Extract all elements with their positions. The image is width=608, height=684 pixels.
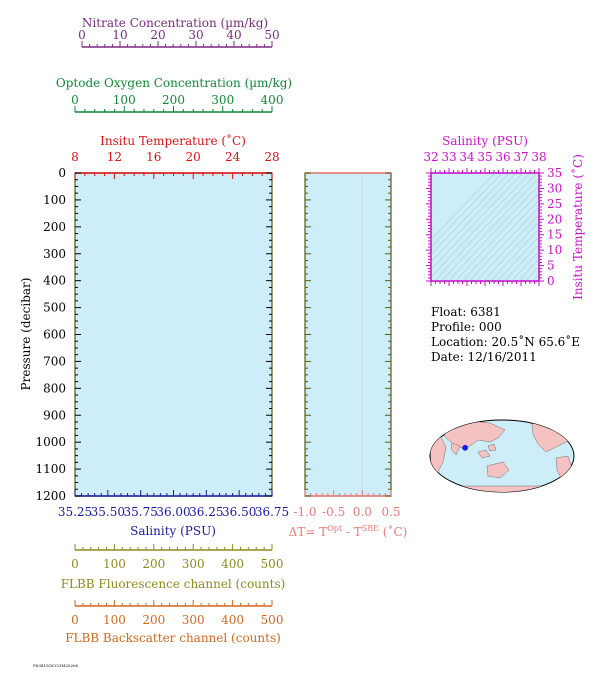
fluorescence-tick-label: 0 bbox=[71, 557, 79, 571]
float-location-marker bbox=[463, 445, 468, 450]
salinity-tick-label: 35.50 bbox=[90, 505, 126, 519]
fluorescence-tick-label: 100 bbox=[102, 557, 126, 571]
fluorescence-tick-label: 500 bbox=[260, 557, 284, 571]
pressure-tick-label: 600 bbox=[43, 327, 66, 342]
fluorescence-tick-label: 200 bbox=[142, 557, 166, 571]
ts-diagram bbox=[389, 134, 608, 300]
fluorescence-tick-label: 400 bbox=[221, 557, 245, 571]
oxygen-tick-label: 200 bbox=[162, 93, 185, 107]
delta-t-tick-label: -0.5 bbox=[322, 505, 346, 519]
ts-y-tick-label: 10 bbox=[547, 243, 563, 258]
ts-y-tick-label: 25 bbox=[547, 196, 563, 211]
pressure-tick-label: 800 bbox=[43, 381, 66, 396]
delta-t-tick-label: 0.5 bbox=[381, 505, 401, 519]
salinity-tick-label: 36.75 bbox=[254, 505, 290, 519]
profile-panel bbox=[19, 133, 289, 538]
pressure-tick-label: 500 bbox=[43, 300, 66, 315]
ts-x-tick-label: 32 bbox=[423, 150, 439, 164]
temperature-tick-label: 28 bbox=[264, 150, 280, 164]
ts-x-tick-label: 36 bbox=[495, 150, 511, 164]
backscatter-tick-label: 100 bbox=[102, 613, 126, 627]
oxygen-tick-label: 300 bbox=[211, 93, 235, 107]
profile-number: Profile: 000 bbox=[431, 320, 502, 334]
ts-y-tick-label: 35 bbox=[547, 166, 563, 180]
nitrate-tick-label: 50 bbox=[264, 28, 280, 42]
salinity-tick-label: 36.50 bbox=[221, 505, 257, 519]
world-map bbox=[430, 420, 574, 494]
oxygen-axis bbox=[56, 76, 292, 112]
ts-y-tick-label: 0 bbox=[547, 274, 555, 288]
density-contour-line bbox=[529, 169, 608, 285]
pressure-tick-label: 100 bbox=[43, 192, 66, 207]
footer-id: F6381SOCCOM20260 bbox=[33, 663, 79, 668]
salinity-tick-label: 35.75 bbox=[123, 505, 158, 519]
temperature-tick-label: 20 bbox=[185, 150, 201, 164]
temperature-tick-label: 12 bbox=[106, 150, 123, 164]
delta-t-label-unit: (˚C) bbox=[378, 525, 408, 539]
delta-t-label-main: ΔT= T bbox=[288, 525, 328, 539]
ts-x-tick-label: 34 bbox=[459, 150, 475, 164]
delta-t-label-sup1: Opt bbox=[327, 524, 343, 533]
temperature-axis-label: Insitu Temperature (˚C) bbox=[100, 134, 246, 148]
nitrate-tick-label: 20 bbox=[150, 28, 166, 42]
backscatter-axis-label: FLBB Backscatter channel (counts) bbox=[65, 631, 281, 645]
nitrate-tick-label: 0 bbox=[78, 28, 86, 42]
ts-y-tick-label: 30 bbox=[547, 181, 563, 196]
backscatter-axis bbox=[65, 600, 283, 645]
fluorescence-axis bbox=[61, 544, 286, 591]
temperature-tick-label: 24 bbox=[224, 150, 241, 164]
fluorescence-tick-label: 300 bbox=[181, 557, 205, 571]
pressure-tick-label: 900 bbox=[43, 408, 66, 423]
backscatter-tick-label: 500 bbox=[260, 613, 284, 627]
oxygen-tick-label: 0 bbox=[71, 93, 79, 107]
nitrate-tick-label: 40 bbox=[226, 28, 242, 42]
pressure-tick-label: 1000 bbox=[35, 435, 66, 450]
ts-temperature-label: Insitu Temperature (˚C) bbox=[571, 154, 585, 300]
nitrate-axis bbox=[78, 16, 279, 47]
salinity-axis-label: Salinity (PSU) bbox=[130, 524, 216, 538]
delta-t-panel bbox=[289, 173, 408, 539]
ts-y-tick-label: 20 bbox=[547, 212, 563, 227]
nitrate-tick-label: 30 bbox=[188, 28, 204, 42]
ts-x-tick-label: 38 bbox=[531, 150, 547, 164]
ts-y-tick-label: 5 bbox=[547, 258, 555, 273]
pressure-tick-label: 300 bbox=[43, 246, 66, 261]
ts-x-tick-label: 35 bbox=[477, 150, 493, 164]
nitrate-axis-label: Nitrate Concentration (µm/kg) bbox=[81, 16, 269, 30]
pressure-axis-label: Pressure (decibar) bbox=[19, 277, 33, 391]
ts-salinity-label: Salinity (PSU) bbox=[442, 134, 528, 148]
backscatter-tick-label: 0 bbox=[71, 613, 79, 627]
delta-t-axis-label bbox=[289, 524, 408, 539]
location-text: Location: 20.5˚N 65.6˚E bbox=[431, 335, 581, 349]
profile-plot-area bbox=[75, 173, 272, 496]
oxygen-tick-label: 400 bbox=[260, 93, 284, 107]
backscatter-tick-label: 300 bbox=[181, 613, 205, 627]
oxygen-tick-label: 100 bbox=[112, 93, 136, 107]
salinity-tick-label: 36.00 bbox=[156, 505, 191, 519]
delta-t-tick-label: -1.0 bbox=[293, 505, 317, 519]
temperature-tick-label: 16 bbox=[146, 150, 162, 164]
delta-t-label-sup2: SBE bbox=[361, 524, 379, 533]
backscatter-tick-label: 200 bbox=[142, 613, 166, 627]
float-info bbox=[431, 305, 580, 364]
backscatter-tick-label: 400 bbox=[221, 613, 245, 627]
salinity-tick-label: 35.25 bbox=[57, 505, 93, 519]
delta-t-tick-label: 0.0 bbox=[352, 505, 372, 519]
pressure-tick-label: 1100 bbox=[35, 462, 66, 477]
delta-t-plot-area bbox=[305, 173, 391, 496]
pressure-tick-label: 1200 bbox=[35, 489, 66, 503]
ts-y-tick-label: 15 bbox=[547, 227, 563, 242]
ts-x-tick-label: 37 bbox=[513, 150, 529, 164]
date-text: Date: 12/16/2011 bbox=[431, 350, 537, 364]
pressure-tick-label: 700 bbox=[43, 354, 66, 369]
delta-t-label-mid: - T bbox=[342, 525, 362, 539]
float-number: Float: 6381 bbox=[431, 305, 501, 319]
temperature-tick-label: 8 bbox=[71, 150, 79, 164]
pressure-tick-label: 200 bbox=[43, 219, 66, 234]
fluorescence-axis-label: FLBB Fluorescence channel (counts) bbox=[60, 577, 286, 591]
pressure-tick-label: 0 bbox=[58, 166, 66, 180]
salinity-tick-label: 36.25 bbox=[189, 505, 224, 519]
pressure-tick-label: 400 bbox=[43, 273, 66, 288]
ts-x-tick-label: 33 bbox=[441, 150, 457, 164]
nitrate-tick-label: 10 bbox=[112, 28, 128, 42]
oxygen-axis-label: Optode Oxygen Concentration (µm/kg) bbox=[55, 76, 293, 90]
